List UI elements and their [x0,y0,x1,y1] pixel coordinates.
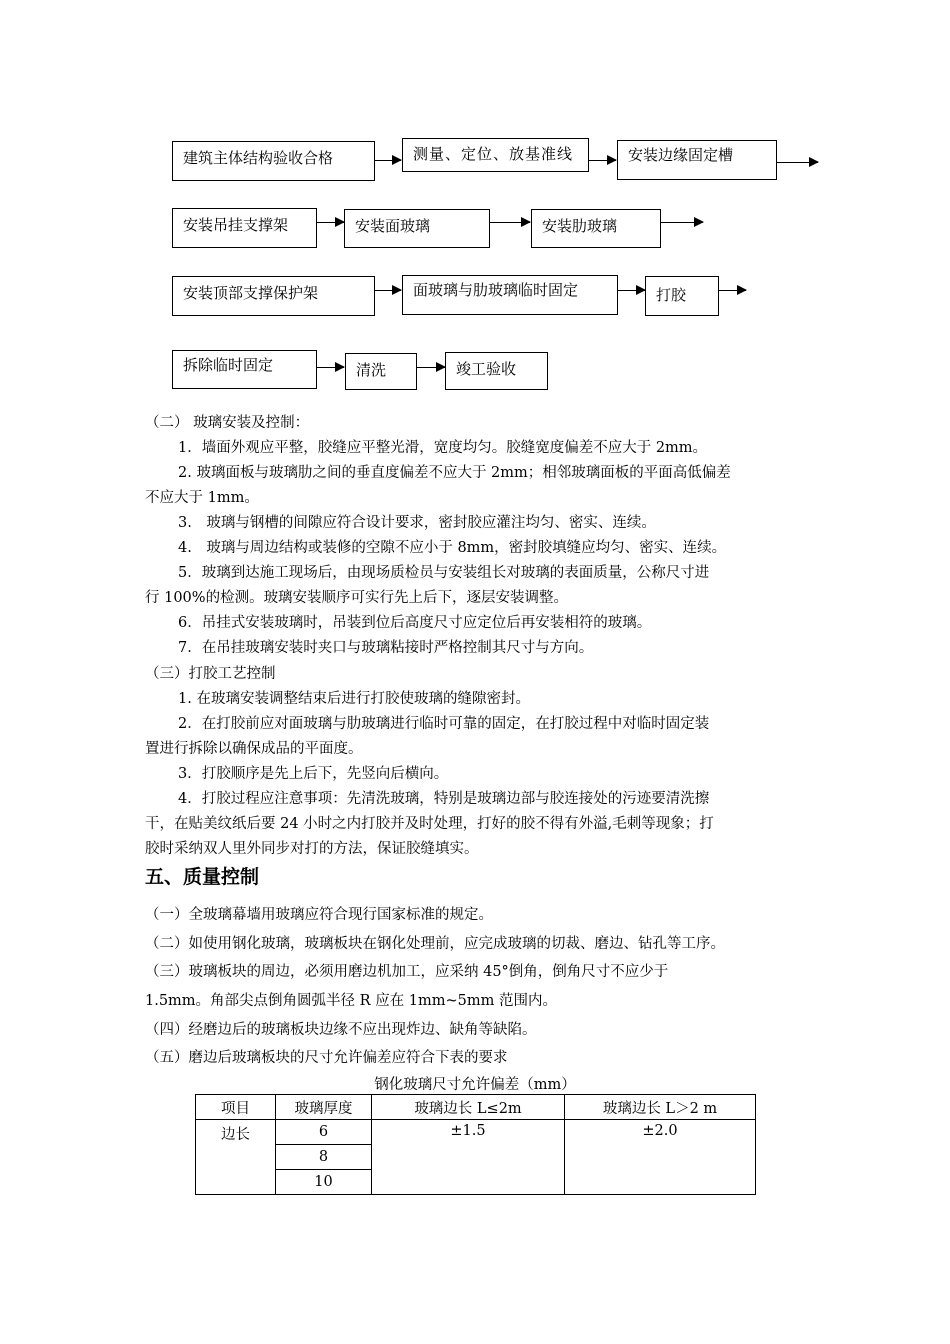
table-caption: 钢化玻璃尺寸允许偏差（mm） [374,1077,576,1093]
paragraph-line: 不应大于 1mm。 [145,490,259,506]
table-cell: ±1.5 [372,1120,565,1195]
table-cell: ±2.0 [565,1120,756,1195]
paragraph-line: （四）经磨边后的玻璃板块边缘不应出现炸边、缺角等缺陷。 [145,1022,537,1038]
tolerance-table [195,1094,756,1195]
paragraph-line: 1．墙面外观应平整，胶缝应平整光滑，宽度均匀。胶缝宽度偏差不应大于 2mm。 [178,440,708,456]
table-cell: 6 [276,1120,372,1145]
paragraph-line: 3. 玻璃与钢槽的间隙应符合设计要求，密封胶应灌注均匀、密实、连续。 [178,515,656,531]
flow-arrow [417,367,445,368]
table-row [196,1120,756,1145]
flow-step-4: 安装吊挂支撑架 [172,208,317,248]
paragraph-line: 1. 在玻璃安装调整结束后进行打胶使玻璃的缝隙密封。 [178,691,530,707]
flow-arrow [719,290,746,291]
table-header: 项目 [196,1095,276,1120]
table-header: 玻璃边长 L≤2m [372,1095,565,1120]
table-header: 玻璃厚度 [276,1095,372,1120]
section-heading: （三）打胶工艺控制 [145,666,276,682]
flow-arrow [375,160,401,161]
paragraph-line: 2．在打胶前应对面玻璃与肋玻璃进行临时可靠的固定，在打胶过程中对临时固定装 [178,716,710,732]
flow-arrow [490,222,530,223]
flow-step-11: 清洗 [345,353,417,390]
paragraph-line: 6．吊挂式安装玻璃时，吊装到位后高度尺寸应定位后再安装相符的玻璃。 [178,615,652,631]
paragraph-line: 3．打胶顺序是先上后下，先竖向后横向。 [178,766,449,782]
section-heading: （二） 玻璃安装及控制： [145,415,310,431]
flow-arrow [375,290,401,291]
paragraph-line: 胶时采纳双人里外同步对打的方法，保证胶缝填实。 [145,841,479,857]
paragraph-line: 置进行拆除以确保成品的平面度。 [145,741,363,757]
paragraph-line: 5．玻璃到达施工现场后，由现场质检员与安装组长对玻璃的表面质量，公称尺寸进 [178,565,710,581]
paragraph-line: （五）磨边后玻璃板块的尺寸允许偏差应符合下表的要求 [145,1050,508,1066]
paragraph-line: 1.5mm。角部尖点倒角圆弧半径 R 应在 1mm~5mm 范围内。 [145,993,558,1009]
paragraph-line: 干，在贴美纹纸后要 24 小时之内打胶并及时处理，打好的胶不得有外溢,毛刺等现象；打 [145,816,714,832]
paragraph-line: 4. 玻璃与周边结构或装修的空隙不应小于 8mm，密封胶填缝应均匀、密实、连续。 [178,540,727,556]
flow-arrow [661,222,703,223]
flow-step-1: 建筑主体结构验收合格 [172,141,375,181]
paragraph-line: （三）玻璃板块的周边，必须用磨边机加工，应采纳 45°倒角，倒角尺寸不应少于 [145,964,669,980]
paragraph-line: 行 100%的检测。玻璃安装顺序可实行先上后下，逐层安装调整。 [145,590,569,606]
section-title: 五、质量控制 [145,866,260,888]
paragraph-line: 2. 玻璃面板与玻璃肋之间的垂直度偏差不应大于 2mm；相邻玻璃面板的平面高低偏差 [178,465,731,481]
flow-step-2: 测量、定位、放基准线 [402,138,589,172]
table-header: 玻璃边长 L＞2 m [565,1095,756,1120]
paragraph-line: 7．在吊挂玻璃安装时夹口与玻璃粘接时严格控制其尺寸与方向。 [178,640,594,656]
flow-step-3: 安装边缘固定槽 [617,140,777,180]
flow-step-9: 打胶 [645,276,719,316]
flow-arrow [317,367,344,368]
flow-step-6: 安装肋玻璃 [531,209,661,248]
flow-step-5: 安装面玻璃 [344,209,490,248]
table-cell: 8 [276,1145,372,1170]
paragraph-line: （一）全玻璃幕墙用玻璃应符合现行国家标准的规定。 [145,907,493,923]
flow-arrow [317,222,344,223]
flow-step-12: 竣工验收 [445,352,548,390]
flow-step-7: 安装顶部支撑保护架 [172,276,375,316]
paragraph-line: （二）如使用钢化玻璃，玻璃板块在钢化处理前，应完成玻璃的切裁、磨边、钻孔等工序。 [145,936,725,952]
flow-step-8: 面玻璃与肋玻璃临时固定 [402,275,618,315]
flow-arrow [618,290,645,291]
table-cell: 边长 [196,1120,276,1195]
flow-arrow [589,160,616,161]
table-header-row [196,1095,756,1120]
flow-step-10: 拆除临时固定 [172,350,317,389]
flow-arrow [777,162,818,163]
paragraph-line: 4．打胶过程应注意事项：先清洗玻璃，特别是玻璃边部与胶连接处的污迹要清洗擦 [178,791,710,807]
table-cell: 10 [276,1170,372,1195]
